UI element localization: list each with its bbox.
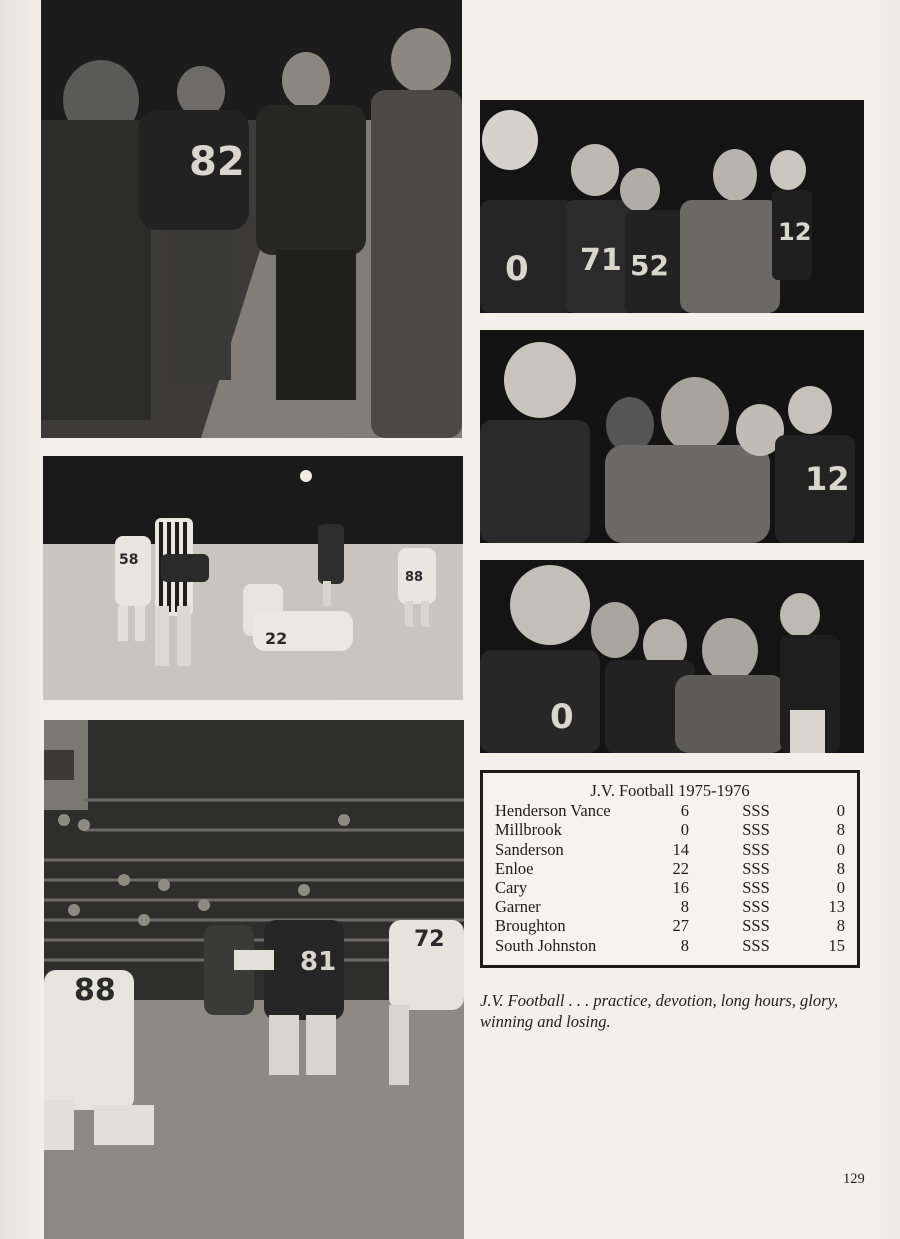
svg-text:88: 88 bbox=[405, 570, 424, 585]
svg-text:88: 88 bbox=[74, 973, 116, 1008]
svg-text:72: 72 bbox=[414, 927, 445, 952]
table-row bbox=[495, 878, 845, 897]
opponent-name: South Johnston bbox=[495, 935, 597, 955]
team-score: 8 bbox=[836, 916, 845, 936]
team-name: SSS bbox=[742, 897, 770, 917]
jersey-number bbox=[805, 460, 850, 498]
photo-stadium-game bbox=[44, 720, 464, 1239]
table-row bbox=[495, 916, 845, 935]
svg-text:0: 0 bbox=[550, 697, 574, 737]
team-score: 0 bbox=[836, 878, 845, 898]
team-name: SSS bbox=[742, 916, 770, 936]
table-row bbox=[495, 859, 845, 878]
opponent-name: Broughton bbox=[495, 916, 566, 936]
svg-text:71: 71 bbox=[580, 243, 622, 278]
svg-text:0: 0 bbox=[505, 249, 529, 289]
opponent-name: Sanderson bbox=[495, 839, 564, 859]
opponent-score: 14 bbox=[672, 839, 689, 859]
jersey-number bbox=[74, 973, 116, 1008]
scores-table bbox=[480, 770, 860, 968]
photo-coach-with-players bbox=[480, 330, 864, 543]
table-row bbox=[495, 840, 845, 859]
opponent-score: 16 bbox=[672, 878, 689, 898]
jersey-number bbox=[405, 570, 423, 585]
jersey-number bbox=[630, 249, 669, 282]
team-score: 0 bbox=[836, 801, 845, 821]
svg-text:12: 12 bbox=[778, 218, 812, 246]
team-score: 15 bbox=[828, 935, 845, 955]
table-row bbox=[495, 820, 845, 839]
svg-text:22: 22 bbox=[265, 629, 288, 648]
team-name: SSS bbox=[742, 935, 770, 955]
svg-text:12: 12 bbox=[805, 460, 850, 498]
team-score: 8 bbox=[836, 820, 845, 840]
team-name: SSS bbox=[742, 839, 770, 859]
scores-table-body bbox=[495, 801, 845, 955]
photo-sideline-coaches bbox=[41, 0, 462, 438]
svg-text:58: 58 bbox=[119, 552, 139, 568]
team-name: SSS bbox=[742, 801, 770, 821]
scores-table-title: J.V. Football 1975-1976 bbox=[590, 781, 750, 800]
team-name: SSS bbox=[742, 820, 770, 840]
jersey-number bbox=[580, 243, 622, 278]
opponent-score: 27 bbox=[672, 916, 689, 936]
opponent-name: Henderson Vance bbox=[495, 801, 611, 821]
team-score: 8 bbox=[836, 858, 845, 878]
opponent-name: Enloe bbox=[495, 858, 534, 878]
jersey-number bbox=[414, 927, 445, 952]
opponent-name: Millbrook bbox=[495, 820, 562, 840]
team-name: SSS bbox=[742, 878, 770, 898]
jersey-number bbox=[778, 218, 811, 246]
page-number: 129 bbox=[843, 1171, 865, 1187]
jersey-number bbox=[265, 629, 287, 648]
team-name: SSS bbox=[742, 858, 770, 878]
team-score: 13 bbox=[828, 897, 845, 917]
opponent-score: 8 bbox=[680, 897, 689, 917]
table-row bbox=[495, 801, 845, 820]
svg-text:52: 52 bbox=[630, 249, 669, 282]
photo-caption: J.V. Football . . . practice, devotion, long hours, glory, winning and losing. bbox=[480, 991, 839, 1031]
opponent-score: 0 bbox=[680, 820, 689, 840]
opponent-score: 22 bbox=[672, 858, 689, 878]
svg-text:81: 81 bbox=[300, 947, 337, 977]
photo-game-action bbox=[43, 456, 463, 700]
opponent-score: 6 bbox=[680, 801, 689, 821]
opponent-name: Cary bbox=[495, 878, 528, 898]
photo-coach-talking bbox=[480, 560, 864, 753]
svg-text:82: 82 bbox=[189, 139, 245, 185]
jersey-number bbox=[189, 139, 245, 185]
photo-players-night bbox=[480, 100, 864, 313]
jersey-number bbox=[300, 947, 336, 977]
table-row bbox=[495, 897, 845, 916]
team-score: 0 bbox=[836, 839, 845, 859]
opponent-name: Garner bbox=[495, 897, 541, 917]
opponent-score: 8 bbox=[680, 935, 689, 955]
table-row bbox=[495, 936, 845, 955]
